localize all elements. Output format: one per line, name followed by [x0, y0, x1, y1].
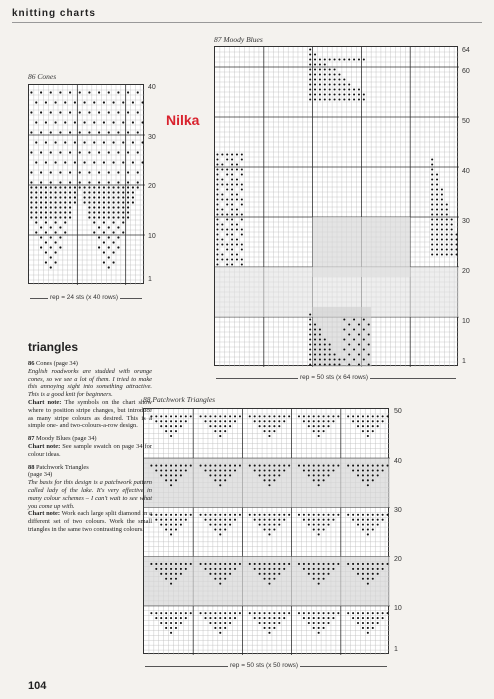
note-88-number: 88: [28, 463, 35, 471]
chart-notes: [28, 360, 152, 539]
moody-row-10: 10: [462, 318, 470, 325]
moody-row-30: 30: [462, 218, 470, 225]
cones-row-40: 40: [148, 84, 156, 91]
note-88-label: Chart note:: [28, 510, 60, 518]
page-number: 104: [28, 680, 47, 692]
note-88-text: Work each large split diamond in a different set of two colours. Work the small triangles in the same two contrasting colours.: [28, 510, 152, 533]
cones-row-1: 1: [148, 276, 152, 283]
cones-chart-grid: [28, 84, 144, 284]
moody-row-20: 20: [462, 268, 470, 275]
shade-panel-low: [313, 307, 372, 367]
note-87-name: Moody Blues: [36, 435, 71, 443]
note-88: [28, 464, 152, 534]
note-88-name: Patchwork Triangles: [36, 463, 89, 471]
moody-row-40: 40: [462, 168, 470, 175]
note-86-name: Cones: [36, 360, 52, 367]
moody-repeat-label: rep = 50 sts (x 64 rows): [300, 374, 369, 381]
moody-chart-title: 87 Moody Blues: [214, 35, 263, 44]
note-87-page: (page 34): [72, 435, 97, 443]
patch-chart-marks: [144, 409, 390, 655]
note-88-page: (page 34): [28, 471, 53, 479]
cones-chart-marks: [29, 85, 145, 285]
cones-row-20: 20: [148, 183, 156, 190]
note-86-page: (page 34): [53, 360, 78, 367]
moody-row-1: 1: [462, 358, 466, 365]
patch-repeat-label: rep = 50 sts (x 50 rows): [230, 662, 299, 669]
note-86: [28, 360, 152, 430]
moody-row-64: 64: [462, 47, 470, 54]
note-87-label: Chart note:: [28, 442, 61, 450]
moody-chart-marks: [215, 47, 459, 367]
moody-row-50: 50: [462, 118, 470, 125]
note-86-label: Chart note:: [28, 398, 62, 406]
section-title: triangles: [28, 340, 79, 354]
patch-chart-grid: [143, 408, 389, 654]
patch-row-10: 10: [394, 605, 402, 612]
note-87-text: See sample swatch on page 34 for colour ideas.: [28, 442, 152, 458]
patch-row-50: 50: [394, 408, 402, 415]
note-86-text: The symbols on the chart show where to position stripe changes, but introduce as many stripe colours as desired. This is a simple one- and two-colours-a-row design.: [28, 398, 152, 430]
patch-row-1: 1: [394, 646, 398, 653]
moody-row-60: 60: [462, 68, 470, 75]
patch-chart-title: 88 Patchwork Triangles: [143, 395, 216, 404]
cones-repeat-label: rep = 24 sts (x 40 rows): [50, 294, 119, 301]
cones-row-30: 30: [148, 134, 156, 141]
note-88-body: The basis for this design is a patchwork pattern called lady of the lake. It's very effective in many colour schemes – I can't wait to see what you come up with.: [28, 479, 152, 510]
cones-chart-title: 86 Cones: [28, 72, 57, 81]
note-87: [28, 435, 152, 458]
patch-row-30: 30: [394, 507, 402, 514]
page-header: knitting charts: [12, 8, 96, 19]
note-87-number: 87: [28, 435, 35, 443]
note-86-body: English roadworks are studded with orange cones, so we see a lot of them. I tried to make this annoying sight into something attractive. This is a good knit for beginners.: [28, 367, 152, 399]
watermark-signature: Nilka: [166, 112, 200, 128]
patch-row-20: 20: [394, 556, 402, 563]
patch-row-40: 40: [394, 458, 402, 465]
cones-row-10: 10: [148, 233, 156, 240]
header-rule: [12, 22, 482, 23]
note-86-number: 86: [28, 360, 35, 367]
moody-chart-grid: [214, 46, 458, 366]
